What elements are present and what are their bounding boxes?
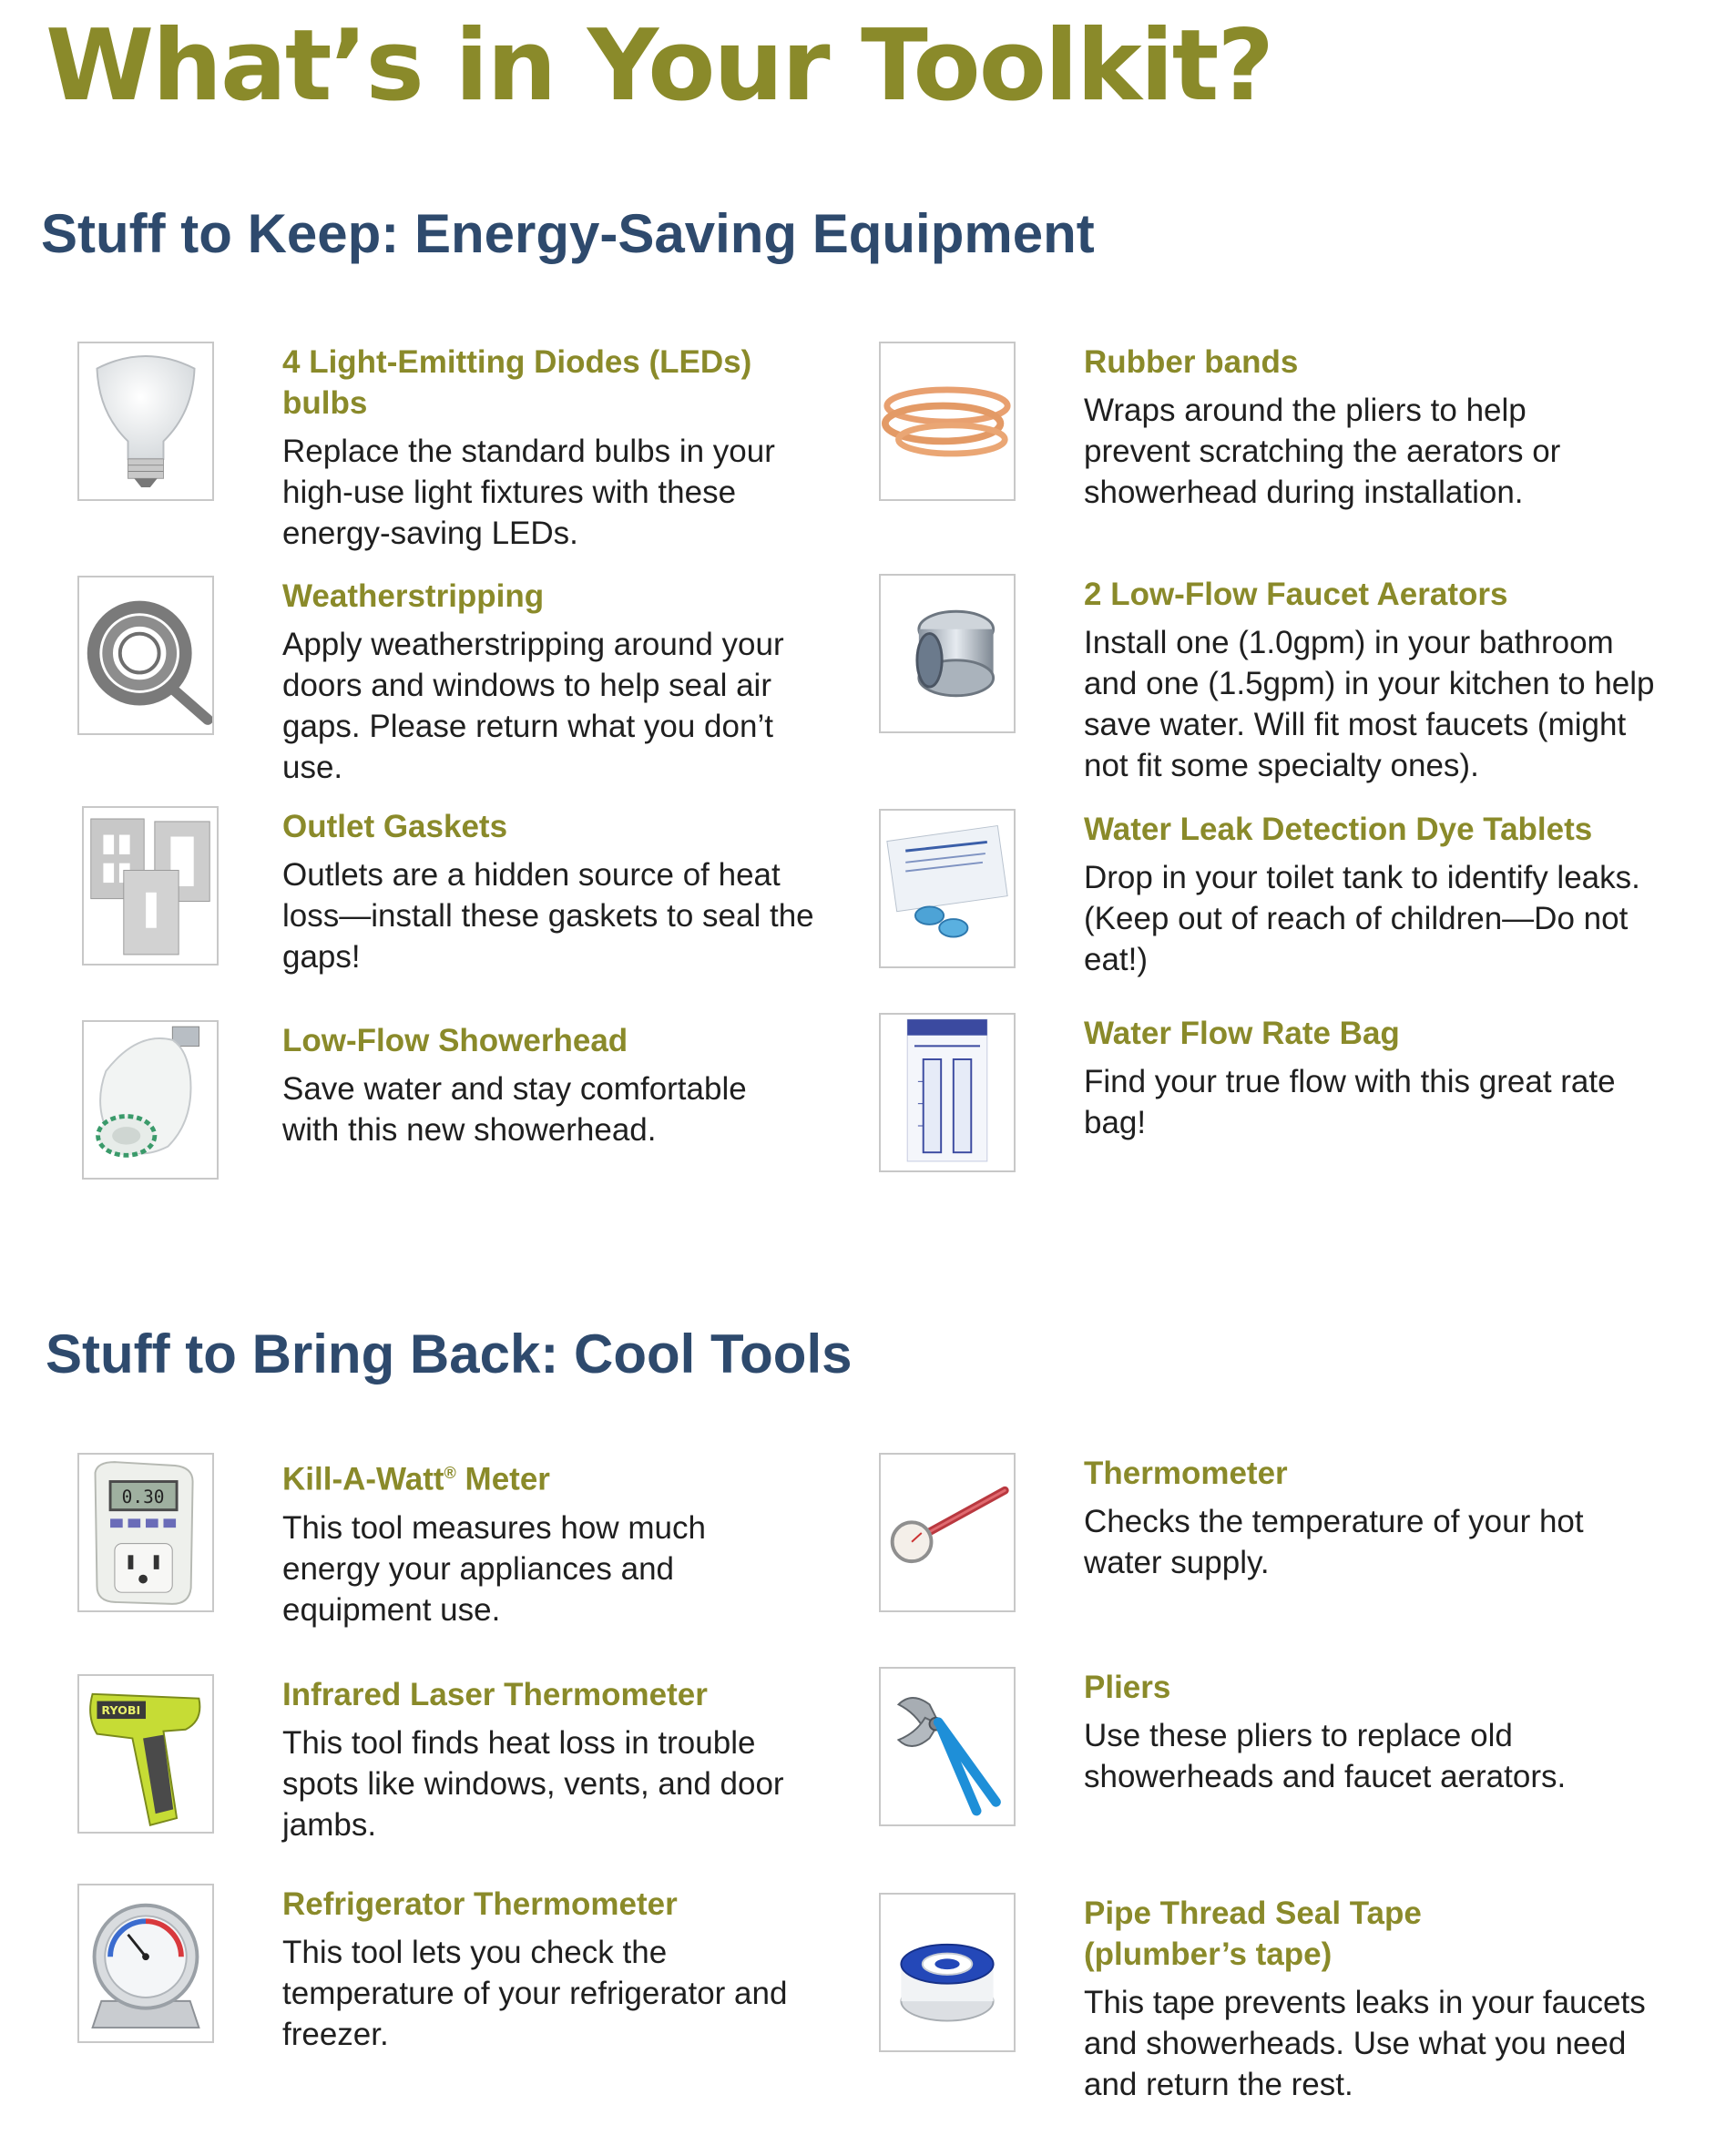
rubber-bands-icon	[879, 342, 1016, 501]
showerhead-icon	[82, 1020, 219, 1180]
item-title	[282, 1453, 829, 1500]
outlet-gasket-icon	[82, 806, 219, 966]
kill-a-watt-meter-icon	[77, 1453, 214, 1612]
item-title: Pipe Thread Seal Tape (plumber’s tape)	[1084, 1895, 1422, 1972]
item-description: Replace the standard bulbs in your high-use light fixtures with these energy-saving LEDs.	[282, 434, 775, 551]
item-description: This tape prevents leaks in your faucets and showerheads. Use what you need and return the rest.	[1084, 1985, 1646, 2102]
item-title: Outlet Gaskets	[282, 809, 508, 844]
probe-thermometer-icon	[879, 1453, 1016, 1612]
item-title: Infrared Laser Thermometer	[282, 1677, 708, 1712]
item-description: This tool lets you check the temperature of your refrigerator and freezer.	[282, 1935, 788, 2052]
item-title: Rubber bands	[1084, 344, 1299, 380]
section-title-bring-back: Stuff to Bring Back: Cool Tools	[46, 1323, 853, 1385]
item-title: 4 Light-Emitting Diodes (LEDs) bulbs	[282, 344, 752, 421]
item-title: Weatherstripping	[282, 578, 545, 614]
infrared-thermometer-icon	[77, 1674, 214, 1834]
item-title: Water Flow Rate Bag	[1084, 1016, 1400, 1051]
item-title-suffix: Meter	[455, 1461, 550, 1497]
item-description: Outlets are a hidden source of heat loss—install these gaskets to seal the gaps!	[282, 857, 814, 975]
dye-tablets-icon	[879, 809, 1016, 968]
faucet-aerator-icon	[879, 574, 1016, 733]
item-description: Apply weatherstripping around your doors and windows to help seal air gaps. Please return what you don’t use.	[282, 627, 784, 785]
item-description: Find your true flow with this great rate bag!	[1084, 1064, 1616, 1140]
item-description: This tool finds heat loss in trouble spots like windows, vents, and door jambs.	[282, 1725, 784, 1843]
fridge-thermometer-icon	[77, 1884, 214, 2043]
item-description: Wraps around the pliers to help prevent scratching the aerators or showerhead during installation.	[1084, 393, 1561, 510]
item-title: Pliers	[1084, 1670, 1171, 1705]
pliers-icon	[879, 1667, 1016, 1826]
item-title: 2 Low-Flow Faucet Aerators	[1084, 577, 1508, 612]
meter-display-text: 0.30	[121, 1486, 165, 1507]
item-description: Install one (1.0gpm) in your bathroom and one (1.5gpm) in your kitchen to help save water. Will fit most faucets (might not fit some specialty ones).	[1084, 625, 1655, 783]
item-title: Refrigerator Thermometer	[282, 1886, 678, 1922]
seal-tape-icon	[879, 1893, 1016, 2052]
brand-text: RYOBI	[101, 1703, 141, 1718]
item-title: Thermometer	[1084, 1456, 1288, 1491]
flow-rate-bag-icon	[879, 1013, 1016, 1172]
item-title: Water Leak Detection Dye Tablets	[1084, 812, 1593, 847]
item-description: Drop in your toilet tank to identify leaks. (Keep out of reach of children—Do not eat!)	[1084, 860, 1640, 977]
item-title-text: Kill-A-Watt	[282, 1461, 444, 1497]
page-title: What’s in Your Toolkit?	[46, 9, 1273, 123]
led-bulb-icon	[77, 342, 214, 501]
item-description: Checks the temperature of your hot water supply.	[1084, 1504, 1584, 1580]
item-title: Low-Flow Showerhead	[282, 1023, 628, 1058]
registered-mark: ®	[444, 1464, 456, 1482]
item-description: Save water and stay comfortable with this new showerhead.	[282, 1071, 747, 1148]
section-title-keep: Stuff to Keep: Energy-Saving Equipment	[41, 203, 1095, 264]
item-description: This tool measures how much energy your appliances and equipment use.	[282, 1509, 706, 1628]
item-description: Use these pliers to replace old showerheads and faucet aerators.	[1084, 1718, 1567, 1794]
weatherstripping-icon	[77, 576, 214, 735]
